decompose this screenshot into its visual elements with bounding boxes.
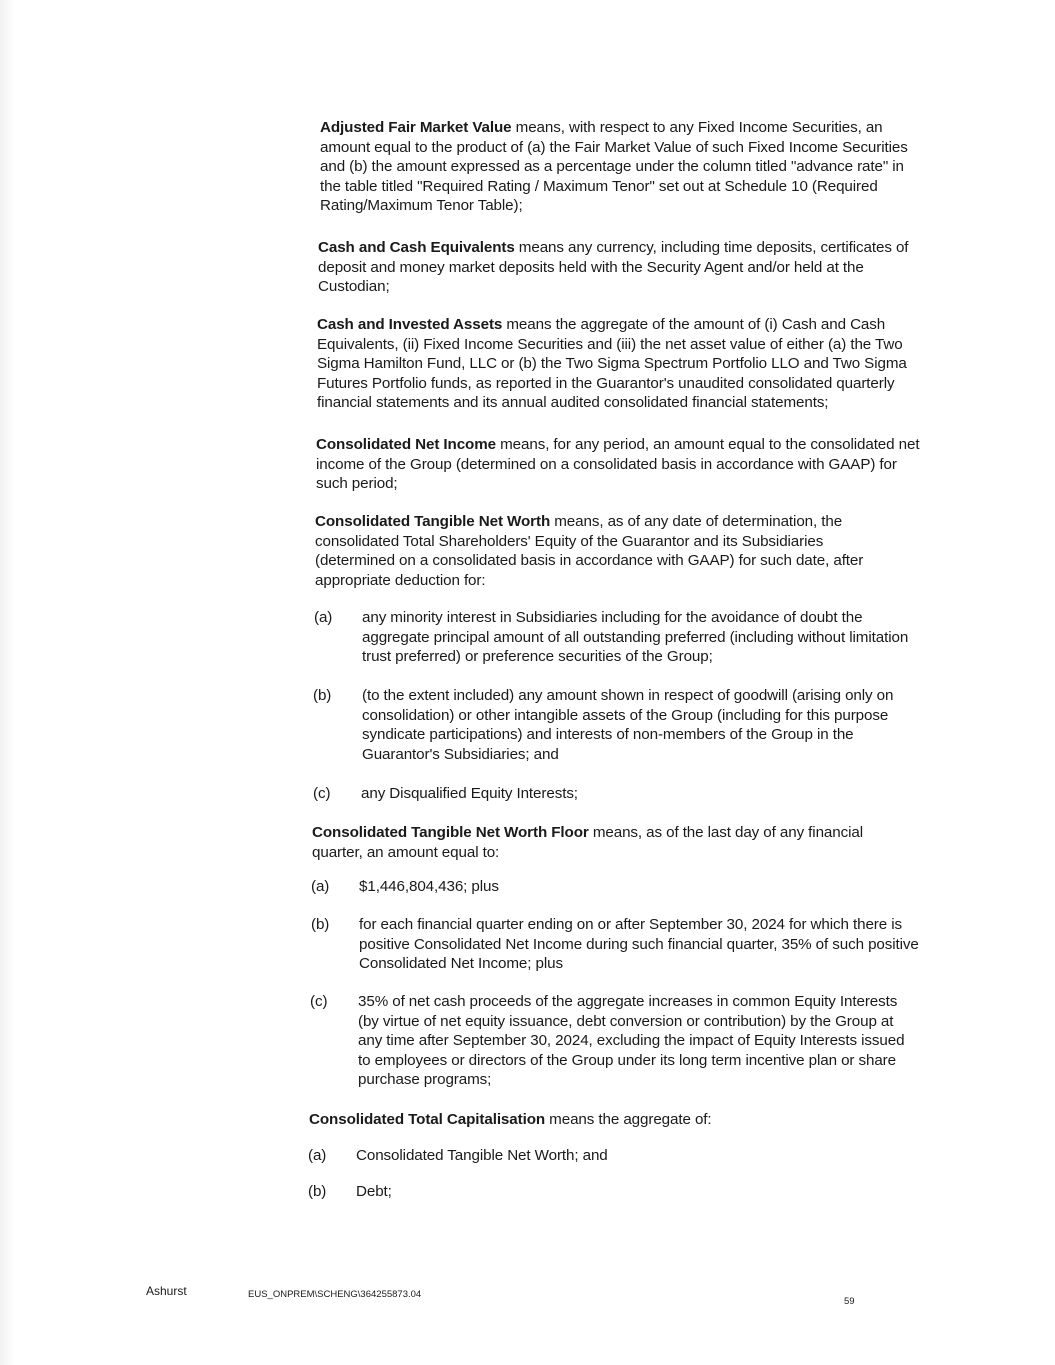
definition-text: means the aggregate of the amount of (i) Cash and Cash Equivalents, (ii) Fixed Income Securities and (iii) the net asset value of either (a) the Two Sigma Hamilton Fund, LLC or (b) the Two Sigma Spectrum Portfolio LLO and Two Sigma Futures Portfolio funds, as reported in the Guarantor's unaudited consolidated quarterly financial statements and its annual audited consolidated financial statements; [317, 316, 907, 412]
footer-page-number: 59 [844, 1296, 855, 1307]
definition-consolidated-tangible-net-worth [315, 512, 895, 590]
list-item-text: $1,446,804,436; plus [359, 878, 499, 895]
list-item [311, 877, 911, 899]
list-item-label: (c) [310, 993, 328, 1010]
definition-cash-and-cash-equivalents [318, 238, 920, 297]
list-item [308, 1146, 908, 1168]
footer-firm-name: Ashurst [146, 1284, 187, 1298]
definition-term: Cash and Invested Assets [317, 316, 503, 333]
list-item-label: (b) [308, 1183, 327, 1200]
definition-consolidated-total-capitalisation [309, 1110, 909, 1130]
list-item [311, 915, 923, 975]
definition-cash-and-invested-assets [317, 315, 921, 413]
list-item-text: Debt; [356, 1183, 392, 1200]
list-item-label: (b) [311, 916, 330, 933]
definition-text: means, for any period, an amount equal to the consolidated net income of the Group (determined on a consolidated basis in accordance with GAAP) for such period; [316, 436, 920, 493]
list-item-label: (a) [308, 1147, 327, 1164]
list-item [310, 992, 924, 1092]
definition-term: Consolidated Net Income [316, 436, 496, 453]
list-item [313, 784, 913, 806]
list-item-text: Consolidated Tangible Net Worth; and [356, 1147, 608, 1164]
list-item-text: any Disqualified Equity Interests; [361, 785, 578, 802]
definition-term: Consolidated Tangible Net Worth Floor [312, 824, 589, 841]
definition-term: Cash and Cash Equivalents [318, 239, 515, 256]
definition-consolidated-net-income [316, 435, 926, 494]
list-item [308, 1182, 908, 1204]
list-item-text: any minority interest in Subsidiaries including for the avoidance of doubt the aggregate principal amount of all outstanding preferred (including without limitation trust preferred) or preference securities of the Group; [362, 609, 909, 666]
list-item-label: (a) [314, 609, 333, 626]
definition-text: means, with respect to any Fixed Income Securities, an amount equal to the product of (a) the Fair Market Value of such Fixed Income Securities and (b) the amount expressed as a percentage under the column titled "advance rate" in the table titled "Required Rating / Maximum Tenor" set out at Schedule 10 (Required Rating/Maximum Tenor Table); [320, 119, 908, 215]
definition-text: means the aggregate of: [545, 1111, 712, 1128]
definition-adjusted-fair-market-value [320, 118, 920, 216]
list-item-label: (b) [313, 687, 332, 704]
list-item-label: (a) [311, 878, 330, 895]
list-item [313, 686, 925, 766]
list-item-text: for each financial quarter ending on or after September 30, 2024 for which there is positive Consolidated Net Income during such financial quarter, 35% of such positive Consolidated Net Income; plus [359, 916, 919, 973]
definition-text: means any currency, including time deposits, certificates of deposit and money market deposits held with the Security Agent and/or held at the Custodian; [318, 239, 909, 296]
list-item [314, 608, 924, 668]
definition-text: means, as of any date of determination, the consolidated Total Shareholders' Equity of the Guarantor and its Subsidiaries (determined on a consolidated basis in accordance with GAAP) for such date, after appropriate deduction for: [315, 513, 864, 589]
definition-consolidated-tangible-net-worth-floor [312, 823, 902, 862]
definition-term: Consolidated Total Capitalisation [309, 1111, 546, 1128]
definition-term: Adjusted Fair Market Value [320, 119, 512, 136]
page-edge-shadow [0, 0, 14, 1365]
list-item-text: 35% of net cash proceeds of the aggregate increases in common Equity Interests (by virtue of net equity issuance, debt conversion or contribution) by the Group at any time after September 30, 2024, excluding the impact of Equity Interests issued to employees or directors of the Group under its long term incentive plan or share purchase programs; [358, 993, 905, 1089]
definition-text: means, as of the last day of any financial quarter, an amount equal to: [312, 824, 863, 861]
list-item-label: (c) [313, 785, 331, 802]
definition-term: Consolidated Tangible Net Worth [315, 513, 551, 530]
list-item-text: (to the extent included) any amount shown in respect of goodwill (arising only on consolidation) or other intangible assets of the Group (including for this purpose syndicate participations) and interests of non-members of the Group in the Guarantor's Subsidiaries; and [362, 687, 894, 763]
footer-doc-reference: EUS_ONPREM\SCHENG\364255873.04 [248, 1289, 422, 1300]
